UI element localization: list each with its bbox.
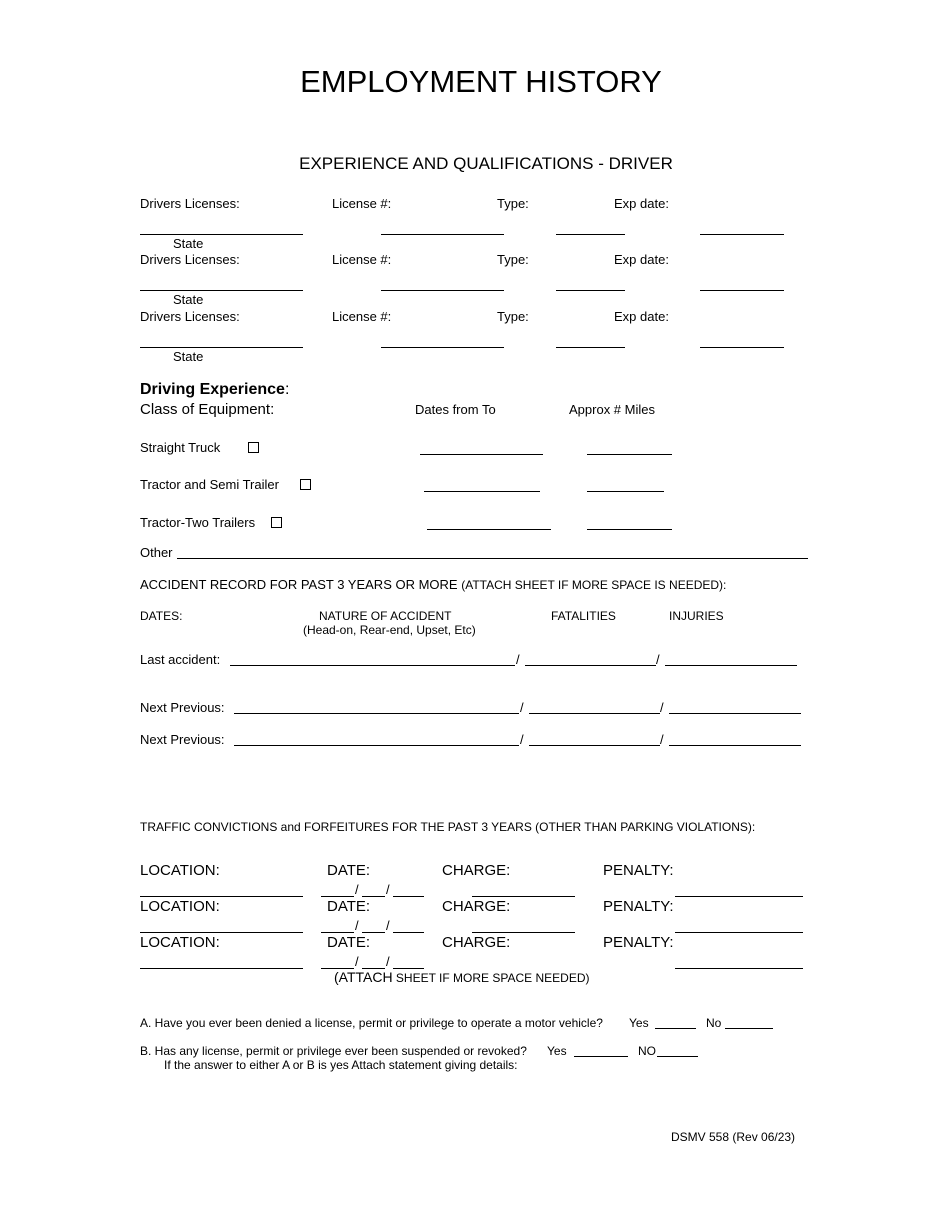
location-label: LOCATION: <box>140 862 220 879</box>
charge-label: CHARGE: <box>442 934 511 951</box>
date-label: DATE: <box>327 862 371 879</box>
penalty-label: PENALTY: <box>603 862 674 879</box>
other-label: Other <box>140 545 173 560</box>
penalty-label: PENALTY: <box>603 934 674 951</box>
accident-fatalities-field[interactable] <box>525 665 656 666</box>
question-a-no-field[interactable] <box>725 1028 773 1029</box>
date-month-field[interactable] <box>321 932 354 933</box>
state-field[interactable] <box>140 234 303 235</box>
exp-date-label: Exp date: <box>614 196 669 211</box>
question-b-no-label: NO <box>638 1044 656 1058</box>
accident-nature-field[interactable] <box>234 745 519 746</box>
question-note: If the answer to either A or B is yes Attach statement giving details: <box>164 1058 518 1072</box>
date-year-field[interactable] <box>393 896 424 897</box>
driving-experience-colon: : <box>284 381 290 398</box>
date-label: DATE: <box>327 934 371 951</box>
state-label: State <box>173 349 204 364</box>
date-month-field[interactable] <box>321 896 354 897</box>
accident-nature-field[interactable] <box>234 713 519 714</box>
miles-field[interactable] <box>587 454 672 455</box>
slash-separator: / <box>520 732 524 747</box>
accident-heading-note: (ATTACH SHEET IF MORE SPACE IS NEEDED): <box>461 578 727 592</box>
slash-separator: / <box>660 700 664 715</box>
date-year-field[interactable] <box>393 968 424 969</box>
location-field[interactable] <box>140 932 303 933</box>
type-label: Type: <box>497 252 529 267</box>
dates-from-to-label: Dates from To <box>415 402 496 417</box>
penalty-field[interactable] <box>675 932 803 933</box>
penalty-label: PENALTY: <box>603 898 674 915</box>
accident-row-label: Next Previous: <box>140 700 225 715</box>
accident-heading-main: ACCIDENT RECORD FOR PAST 3 YEARS OR MORE <box>140 577 458 592</box>
exp-date-field[interactable] <box>700 290 784 291</box>
accident-nature-col: NATURE OF ACCIDENT <box>319 609 452 623</box>
other-field[interactable] <box>177 558 808 559</box>
accident-injuries-field[interactable] <box>665 665 797 666</box>
license-number-label: License #: <box>332 309 392 324</box>
accident-injuries-field[interactable] <box>669 745 801 746</box>
slash-separator: / <box>656 652 660 667</box>
miles-field[interactable] <box>587 529 672 530</box>
question-a-yes-field[interactable] <box>655 1028 696 1029</box>
charge-label: CHARGE: <box>442 862 511 879</box>
question-b-yes-field[interactable] <box>574 1056 628 1057</box>
dates-field[interactable] <box>420 454 543 455</box>
penalty-field[interactable] <box>675 968 803 969</box>
exp-date-field[interactable] <box>700 234 784 235</box>
license-number-field[interactable] <box>381 290 504 291</box>
straight-truck-checkbox[interactable] <box>248 442 259 453</box>
form-number: DSMV 558 (Rev 06/23) <box>671 1130 796 1144</box>
type-label: Type: <box>497 309 529 324</box>
miles-field[interactable] <box>587 491 664 492</box>
accident-fatalities-field[interactable] <box>529 745 660 746</box>
license-number-field[interactable] <box>381 347 504 348</box>
charge-field[interactable] <box>472 896 575 897</box>
accident-fatalities-field[interactable] <box>529 713 660 714</box>
charge-label: CHARGE: <box>442 898 511 915</box>
dates-field[interactable] <box>424 491 540 492</box>
slash-separator: / <box>355 954 359 969</box>
slash-separator: / <box>516 652 520 667</box>
exp-date-label: Exp date: <box>614 252 669 267</box>
question-b-text: B. Has any license, permit or privilege ever been suspended or revoked? <box>140 1044 527 1058</box>
class-of-equipment-label: Class of Equipment: <box>140 401 275 418</box>
convictions-heading: TRAFFIC CONVICTIONS and FORFEITURES FOR THE PAST 3 YEARS (OTHER THAN PARKING VIOLATIONS): <box>140 820 756 834</box>
accident-nature-sub: (Head-on, Rear-end, Upset, Etc) <box>303 623 476 637</box>
question-a-text: A. Have you ever been denied a license, permit or privilege to operate a motor vehicle? <box>140 1016 603 1030</box>
tractor-two-trailers-checkbox[interactable] <box>271 517 282 528</box>
state-field[interactable] <box>140 290 303 291</box>
charge-field[interactable] <box>472 932 575 933</box>
location-field[interactable] <box>140 968 303 969</box>
page-title: EMPLOYMENT HISTORY <box>300 64 662 99</box>
equipment-label: Tractor and Semi Trailer <box>140 477 279 492</box>
license-number-field[interactable] <box>381 234 504 235</box>
type-field[interactable] <box>556 347 625 348</box>
location-label: LOCATION: <box>140 898 220 915</box>
attach-big: (ATTACH <box>334 969 393 985</box>
date-year-field[interactable] <box>393 932 424 933</box>
accident-nature-field[interactable] <box>230 665 515 666</box>
location-field[interactable] <box>140 896 303 897</box>
driving-experience-heading <box>140 382 289 398</box>
question-b-yes-label: Yes <box>547 1044 567 1058</box>
attach-sheet-note <box>334 970 590 986</box>
question-b-no-field[interactable] <box>657 1056 698 1057</box>
exp-date-field[interactable] <box>700 347 784 348</box>
driving-experience-title: Driving Experience <box>140 381 285 398</box>
drivers-licenses-label: Drivers Licenses: <box>140 309 240 324</box>
type-label: Type: <box>497 196 529 211</box>
accident-heading <box>140 578 726 591</box>
license-number-label: License #: <box>332 252 392 267</box>
date-label: DATE: <box>327 898 371 915</box>
equipment-label: Tractor-Two Trailers <box>140 515 256 530</box>
question-a-no-label: No <box>706 1016 722 1030</box>
location-label: LOCATION: <box>140 934 220 951</box>
slash-separator: / <box>386 954 390 969</box>
accident-dates-col: DATES: <box>140 609 183 623</box>
approx-miles-label: Approx # Miles <box>569 402 655 417</box>
accident-fatalities-col: FATALITIES <box>551 609 616 623</box>
slash-separator: / <box>386 918 390 933</box>
type-field[interactable] <box>556 290 625 291</box>
exp-date-label: Exp date: <box>614 309 669 324</box>
state-label: State <box>173 292 204 307</box>
penalty-field[interactable] <box>675 896 803 897</box>
accident-injuries-col: INJURIES <box>669 609 724 623</box>
section-subtitle: EXPERIENCE AND QUALIFICATIONS - DRIVER <box>299 154 673 173</box>
slash-separator: / <box>660 732 664 747</box>
date-day-field[interactable] <box>362 896 385 897</box>
slash-separator: / <box>355 882 359 897</box>
slash-separator: / <box>355 918 359 933</box>
slash-separator: / <box>386 882 390 897</box>
type-field[interactable] <box>556 234 625 235</box>
attach-small: SHEET IF MORE SPACE NEEDED) <box>392 971 590 985</box>
accident-row-label: Next Previous: <box>140 732 225 747</box>
state-field[interactable] <box>140 347 303 348</box>
equipment-label: Straight Truck <box>140 440 221 455</box>
dates-field[interactable] <box>427 529 551 530</box>
accident-injuries-field[interactable] <box>669 713 801 714</box>
drivers-licenses-label: Drivers Licenses: <box>140 252 240 267</box>
slash-separator: / <box>520 700 524 715</box>
date-day-field[interactable] <box>362 932 385 933</box>
drivers-licenses-label: Drivers Licenses: <box>140 196 240 211</box>
license-number-label: License #: <box>332 196 392 211</box>
tractor-semi-checkbox[interactable] <box>300 479 311 490</box>
accident-row-label: Last accident: <box>140 652 221 667</box>
question-a-yes-label: Yes <box>629 1016 649 1030</box>
state-label: State <box>173 236 204 251</box>
